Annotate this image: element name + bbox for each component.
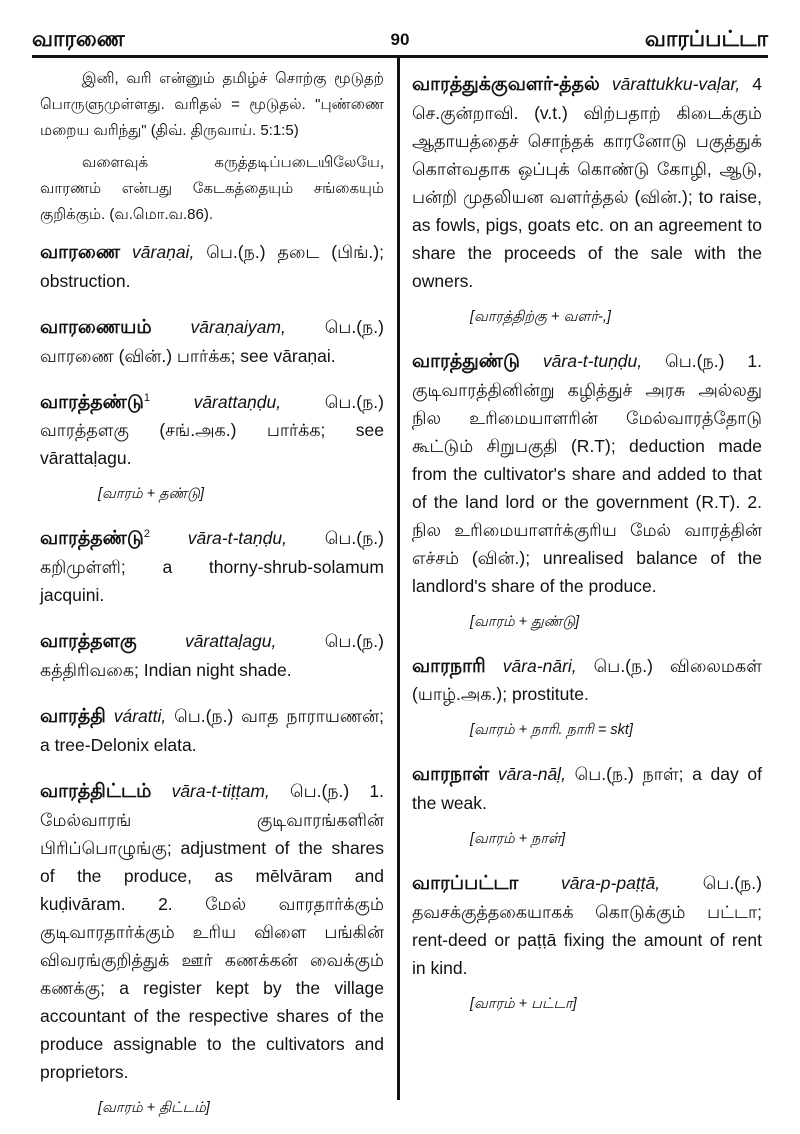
etymology: [வாரம் + நாள்] [470,831,566,848]
entry-body [412,865,762,982]
left-entry-list [40,234,384,1120]
transliteration: vāra-t-tuṇḍu, [542,350,643,371]
header-left-guideword: வாரணை [32,26,125,51]
headword: வாரத்தண்டு [40,391,144,413]
left-column [40,66,384,1134]
definition: பெ.(ந.) தவசக்குத்தகையாகக் கொடுக்கும் பட்டா; rent-deed or paṭṭā fixing the amount of rent in kind. [412,873,762,979]
column-divider [397,55,400,1100]
transliteration: vārattaḷagu, [184,631,277,652]
dictionary-entry [40,309,384,370]
transliteration: vāra-t-taṇḍu, [187,528,287,549]
definition: 4 செ.குன்றாவி. (v.t.) விற்பதாற் கிடைக்கும் ஆதாயத்தைச் சொந்தக் காரனோடு பகுத்துக் கொள்வதாக ஒப்புக் கொண்டு கோழி, ஆடு, பன்றி முதலியன வளர்த்தல் (வின்.); to raise, as fowls, pigs, goats etc. on an agreement to share the proceeds of the sale with the owners. [412,73,762,291]
entry-body [412,66,762,295]
definition: பெ.(ந.) நாள்; a day of the weak. [412,764,762,814]
entry-body [40,773,384,1086]
etymology: [வாரம் + திட்டம்] [98,1099,210,1116]
etymology: [வாரம் + பட்டா] [470,996,577,1013]
entry-body [412,648,762,709]
dictionary-entry [40,698,384,759]
page-header [32,18,768,54]
dictionary-entry [40,520,384,609]
headword: வாரணையம் [40,316,152,338]
headword: வாரத்துண்டு [412,350,520,372]
right-entry-list [412,66,762,1016]
transliteration: vārattaṇḍu, [193,391,282,412]
headword: வாரத்தி [40,705,106,727]
transliteration: vāra-nāri, [502,655,577,676]
dictionary-entry [412,756,762,851]
transliteration: vāra-t-tiṭṭam, [171,780,270,801]
etymology: [வாரம் + நாரி. நாரி = skt] [470,722,633,739]
entry-body [40,234,384,295]
transliteration: vāra-p-paṭṭā, [560,873,661,894]
entry-body [40,520,384,609]
right-column [412,66,762,1030]
entry-body [412,756,762,817]
entry-body [412,343,762,600]
dictionary-entry [412,343,762,634]
etymology: [வாரத்திற்கு + வளர்-,] [470,308,611,325]
dictionary-entry [40,384,384,507]
dictionary-entry [412,865,762,1016]
entry-body [40,698,384,759]
headword: வாரத்திட்டம் [40,780,152,802]
headword: வாரத்தளகு [40,631,137,653]
transliteration: vāraṇai, [132,241,195,262]
transliteration: vārattukku-vaḷar, [611,73,741,94]
etymology: [வாரம் + தண்டு] [98,486,205,503]
headword: வாரப்பட்டா [412,873,519,895]
headword: வாரணை [40,241,121,263]
headword: வாரநாரி [412,655,486,677]
page-number: 90 [390,30,410,49]
entry-body [40,309,384,370]
definition: பெ.(ந.) விலைமகள் (யாழ்.அக.); prostitute. [412,655,762,705]
dictionary-entry [412,648,762,743]
homonym-number: 1 [143,391,150,404]
dictionary-entry [40,773,384,1120]
headword: வாரத்துக்குவளர்-த்தல் [412,73,600,95]
header-right-guideword: வாரப்பட்டா [644,26,768,51]
definition: பெ.(ந.) 1. குடிவாரத்தினின்று கழித்துச் அரசு அல்லது நில உரிமையாளரின் மேல்வாரத்தோடு கூட்டும் சிறுபகுதி (R.T); deduction made from the cultivator's share and added to that of the land lord or the government (R.T). 2. நில உரிமையாளர்க்குரிய மேல் வாரத்தின் எச்சம் (வின்.); unrealised balance of the landlord's share of the produce. [412,350,762,596]
headword: வாரத்தண்டு [40,528,144,550]
headword: வாரநாள் [412,764,490,786]
header-rule [32,55,768,58]
dictionary-entry [412,66,762,329]
definition: பெ.(ந.) வாத நாராயணன்; a tree-Delonix elata. [40,705,384,755]
intro-paragraph: வளைவுக் கருத்தடிப்படையிலேயே, வாரணம் என்பது கேடகத்தையும் சங்கையும் குறிக்கும். (வ.மொ.வ.86). [40,154,384,223]
definition: பெ.(ந.) கத்திரிவகை; Indian night shade. [40,631,384,681]
definition: பெ.(ந.) கறிமுள்ளி; a thorny-shrub-solamum jacquini. [40,528,384,606]
etymology: [வாரம் + துண்டு] [470,613,580,630]
transliteration: váratti, [113,705,167,726]
entry-body [40,623,384,684]
definition: பெ.(ந.) வாரணை (வின்.) பார்க்க; see vāraṇai. [40,316,384,366]
definition: பெ.(ந.) 1. மேல்வாரங் குடிவாரங்களின் பிரிப்பொழுங்கு; adjustment of the shares of the produce, as mēlvāram and kuḍivāram. 2. மேல் வாரதார்க்கும் குடிவாரதார்க்கும் உரிய விளை பங்கின் விவரங்குறித்துக் ஊர் கணக்கன் வைக்கும் கணக்கு; a register kept by the village accountant of the respective shares of the produce assignable to the cultivators and proprietors. [40,780,384,1082]
entry-body [40,384,384,473]
dictionary-entry [40,623,384,684]
transliteration: vāra-nāḷ, [497,764,566,785]
definition: பெ.(ந.) தடை (பிங்.); obstruction. [40,241,384,291]
homonym-number: 2 [143,528,150,541]
continued-text [40,66,384,228]
transliteration: vāraṇaiyam, [190,316,286,337]
intro-paragraph: இனி, வரி என்னும் தமிழ்ச் சொற்கு மூடுதற் பொருளுமுள்ளது. வரிதல் = மூடுதல். "புண்ணை மறைய வரிந்து" (திவ். திருவாய். 5:1:5) [40,70,384,139]
definition: பெ.(ந.) வாரத்தளகு (சங்.அக.) பார்க்க; see vārattaḷagu. [40,391,384,469]
dictionary-entry [40,234,384,295]
